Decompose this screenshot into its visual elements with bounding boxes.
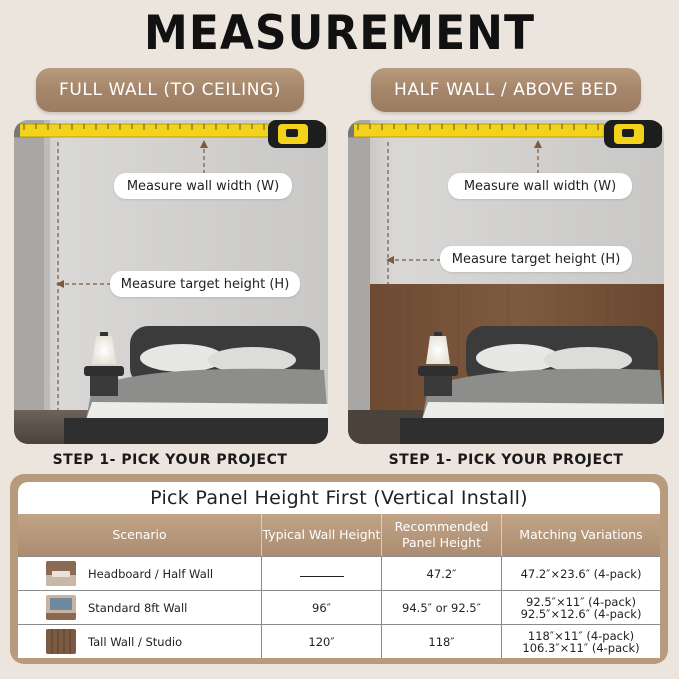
measure-width-label: Measure wall width (W) — [448, 173, 632, 199]
header-typical-wall-height: Typical Wall Height — [262, 514, 382, 556]
scenario-label: Tall Wall / Studio — [88, 634, 183, 649]
variation-1: 47.2″×23.6″ (4-pack) — [520, 566, 642, 581]
half-wall-scene — [348, 120, 664, 444]
variation-2: 92.5″×12.6″ (4-pack) — [520, 606, 642, 621]
table-row — [18, 590, 660, 624]
scenario-label: Standard 8ft Wall — [88, 600, 188, 615]
header-recommended-panel-height: Recommended Panel Height — [382, 514, 502, 556]
half-wall-illustration — [348, 120, 664, 444]
table-row — [18, 624, 660, 658]
step-label-right: STEP 1- PICK YOUR PROJECT — [388, 452, 624, 468]
measure-width-label: Measure wall width (W) — [114, 173, 292, 199]
variation-2: 106.3″×11″ (4-pack) — [522, 640, 640, 655]
recommended-height: 47.2″ — [382, 557, 502, 590]
standard-wall-thumbnail — [46, 595, 76, 620]
header-scenario: Scenario — [18, 514, 262, 556]
recommended-height: 118″ — [382, 625, 502, 658]
lamp — [92, 336, 116, 364]
typical-height: 120″ — [262, 625, 382, 658]
scenario-label: Headboard / Half Wall — [88, 566, 214, 581]
blank-line — [300, 576, 344, 577]
variation-1: 92.5″×11″ (4-pack) — [526, 594, 636, 609]
measure-height-label: Measure target height (H) — [110, 271, 300, 297]
table-header-row — [18, 514, 660, 556]
typical-height: 96″ — [262, 591, 382, 624]
panel-height-table — [10, 474, 668, 664]
recommended-height: 94.5″ or 92.5″ — [382, 591, 502, 624]
tall-wall-thumbnail — [46, 629, 76, 654]
header-matching-variations: Matching Variations — [519, 527, 643, 542]
bed-frame — [64, 418, 328, 444]
measure-height-label: Measure target height (H) — [440, 246, 632, 272]
project-pill-full-wall: FULL WALL (TO CEILING) — [36, 68, 304, 112]
step-label-left: STEP 1- PICK YOUR PROJECT — [52, 452, 288, 468]
table-title: Pick Panel Height First (Vertical Install) — [18, 482, 660, 514]
headboard-thumbnail — [46, 561, 76, 586]
variation-1: 118″×11″ (4-pack) — [527, 628, 635, 643]
page-title: MEASUREMENT — [144, 5, 535, 62]
tape-measure-blade — [14, 124, 272, 137]
project-pill-half-wall: HALF WALL / ABOVE BED — [371, 68, 641, 112]
table-row — [18, 556, 660, 590]
full-wall-scene — [14, 120, 328, 444]
